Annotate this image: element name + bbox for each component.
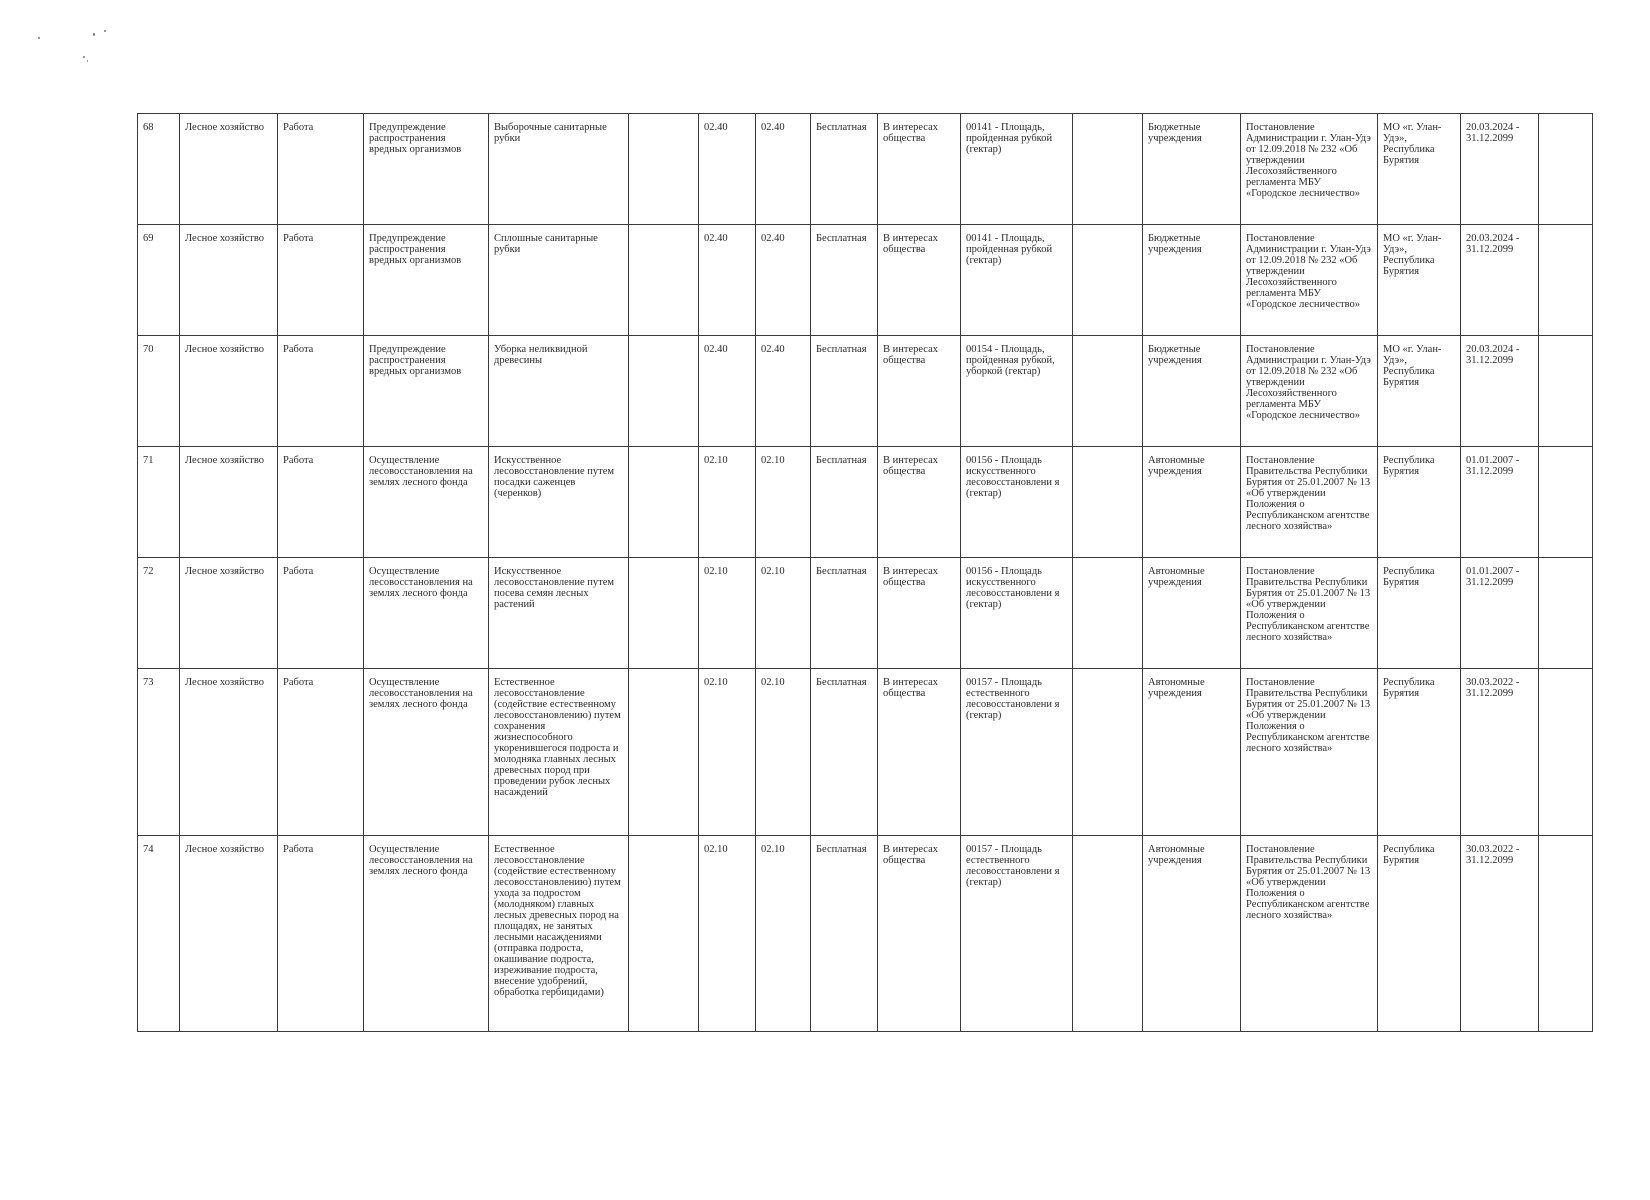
volume-indicator: 00156 - Площадь искусственного лесовосстановлени я (гектар): [961, 558, 1073, 669]
empty-cell: [1073, 114, 1143, 225]
table-row: [138, 225, 1593, 336]
validity-period: 20.03.2024 - 31.12.2099: [1461, 225, 1539, 336]
empty-cell: [1073, 669, 1143, 836]
service-name: Предупреждение распространения вредных организмов: [364, 114, 489, 225]
volume-indicator: 00157 - Площадь естественного лесовосстановлени я (гектар): [961, 669, 1073, 836]
institution-type: Автономные учреждения: [1143, 836, 1241, 1032]
validity-period: 30.03.2022 - 31.12.2099: [1461, 836, 1539, 1032]
service-content: Уборка неликвидной древесины: [489, 336, 629, 447]
interest-type: В интересах общества: [878, 836, 961, 1032]
empty-cell: [1539, 114, 1593, 225]
interest-type: В интересах общества: [878, 336, 961, 447]
interest-type: В интересах общества: [878, 225, 961, 336]
empty-cell: [1539, 836, 1593, 1032]
table-row: [138, 114, 1593, 225]
empty-cell: [1073, 447, 1143, 558]
volume-indicator: 00156 - Площадь искусственного лесовосстановлени я (гектар): [961, 447, 1073, 558]
service-kind: Работа: [278, 447, 364, 558]
payment-type: Бесплатная: [811, 336, 878, 447]
interest-type: В интересах общества: [878, 558, 961, 669]
volume-indicator: 00141 - Площадь, пройденная рубкой (гектар): [961, 114, 1073, 225]
payment-type: Бесплатная: [811, 669, 878, 836]
code-a: 02.40: [699, 114, 756, 225]
interest-type: В интересах общества: [878, 447, 961, 558]
row-number: 69: [138, 225, 180, 336]
institution-type: Автономные учреждения: [1143, 558, 1241, 669]
row-number: 72: [138, 558, 180, 669]
service-name: Осуществление лесовосстановления на землях лесного фонда: [364, 558, 489, 669]
service-name: Осуществление лесовосстановления на землях лесного фонда: [364, 669, 489, 836]
service-kind: Работа: [278, 836, 364, 1032]
table-row: [138, 669, 1593, 836]
legal-basis: Постановление Администрации г. Улан-Удэ от 12.09.2018 № 232 «Об утверждении Лесохозяйственного регламента МБУ «Городское лесничество»: [1241, 114, 1378, 225]
code-b: 02.10: [756, 558, 811, 669]
table-row: [138, 836, 1593, 1032]
interest-type: В интересах общества: [878, 669, 961, 836]
code-a: 02.10: [699, 447, 756, 558]
code-b: 02.40: [756, 114, 811, 225]
service-content: Искусственное лесовосстановление путем посева семян лесных растений: [489, 558, 629, 669]
table-row: [138, 447, 1593, 558]
empty-cell: [1539, 447, 1593, 558]
authority: МО «г. Улан-Удэ», Республика Бурятия: [1378, 225, 1461, 336]
service-kind: Работа: [278, 225, 364, 336]
code-b: 02.10: [756, 669, 811, 836]
table-row: [138, 558, 1593, 669]
empty-cell: [1073, 225, 1143, 336]
activity-sphere: Лесное хозяйство: [180, 836, 278, 1032]
activity-sphere: Лесное хозяйство: [180, 225, 278, 336]
service-content: Естественное лесовосстановление (содействие естественному лесовосстановлению) путем сохранения жизнеспособного укоренившегося подроста и молодняка главных лесных древесных пород при проведении рубок лесных насаждений: [489, 669, 629, 836]
empty-cell: [1073, 336, 1143, 447]
validity-period: 20.03.2024 - 31.12.2099: [1461, 114, 1539, 225]
validity-period: 30.03.2022 - 31.12.2099: [1461, 669, 1539, 836]
payment-type: Бесплатная: [811, 558, 878, 669]
row-number: 70: [138, 336, 180, 447]
code-b: 02.10: [756, 836, 811, 1032]
service-kind: Работа: [278, 114, 364, 225]
service-name: Осуществление лесовосстановления на землях лесного фонда: [364, 447, 489, 558]
activity-sphere: Лесное хозяйство: [180, 114, 278, 225]
volume-indicator: 00141 - Площадь, пройденная рубкой (гектар): [961, 225, 1073, 336]
row-number: 73: [138, 669, 180, 836]
payment-type: Бесплатная: [811, 114, 878, 225]
row-number: 74: [138, 836, 180, 1032]
authority: Республика Бурятия: [1378, 669, 1461, 836]
service-name: Предупреждение распространения вредных организмов: [364, 336, 489, 447]
empty-cell: [629, 114, 699, 225]
payment-type: Бесплатная: [811, 225, 878, 336]
service-kind: Работа: [278, 669, 364, 836]
service-content: Искусственное лесовосстановление путем посадки саженцев (черенков): [489, 447, 629, 558]
code-a: 02.10: [699, 836, 756, 1032]
code-b: 02.10: [756, 447, 811, 558]
empty-cell: [1539, 336, 1593, 447]
empty-cell: [1539, 558, 1593, 669]
activity-sphere: Лесное хозяйство: [180, 558, 278, 669]
service-content: Сплошные санитарные рубки: [489, 225, 629, 336]
payment-type: Бесплатная: [811, 447, 878, 558]
code-a: 02.40: [699, 225, 756, 336]
institution-type: Автономные учреждения: [1143, 669, 1241, 836]
code-b: 02.40: [756, 225, 811, 336]
code-a: 02.10: [699, 558, 756, 669]
validity-period: 01.01.2007 - 31.12.2099: [1461, 447, 1539, 558]
authority: Республика Бурятия: [1378, 447, 1461, 558]
authority: Республика Бурятия: [1378, 836, 1461, 1032]
validity-period: 01.01.2007 - 31.12.2099: [1461, 558, 1539, 669]
interest-type: В интересах общества: [878, 114, 961, 225]
empty-cell: [1539, 669, 1593, 836]
row-number: 68: [138, 114, 180, 225]
code-b: 02.40: [756, 336, 811, 447]
code-a: 02.40: [699, 336, 756, 447]
volume-indicator: 00157 - Площадь естественного лесовосстановлени я (гектар): [961, 836, 1073, 1032]
payment-type: Бесплатная: [811, 836, 878, 1032]
empty-cell: [629, 558, 699, 669]
legal-basis: Постановление Правительства Республики Бурятия от 25.01.2007 № 13 «Об утверждении Положения о Республиканском агентстве лесного хозяйства»: [1241, 447, 1378, 558]
authority: МО «г. Улан-Удэ», Республика Бурятия: [1378, 336, 1461, 447]
empty-cell: [1539, 225, 1593, 336]
authority: МО «г. Улан-Удэ», Республика Бурятия: [1378, 114, 1461, 225]
activity-sphere: Лесное хозяйство: [180, 336, 278, 447]
row-number: 71: [138, 447, 180, 558]
empty-cell: [629, 447, 699, 558]
registry-table: [137, 113, 1593, 1032]
validity-period: 20.03.2024 - 31.12.2099: [1461, 336, 1539, 447]
service-content: Естественное лесовосстановление (содействие естественному лесовосстановлению) путем ухода за подростом (молодняком) главных лесных древесных пород на площадях, не занятых лесными насаждениями (отправка подроста, окашивание подроста, изреживание подроста, внесение удобрений, обработка гербицидами): [489, 836, 629, 1032]
table-row: [138, 336, 1593, 447]
volume-indicator: 00154 - Площадь, пройденная рубкой, уборкой (гектар): [961, 336, 1073, 447]
legal-basis: Постановление Правительства Республики Бурятия от 25.01.2007 № 13 «Об утверждении Положения о Республиканском агентстве лесного хозяйства»: [1241, 836, 1378, 1032]
service-name: Предупреждение распространения вредных организмов: [364, 225, 489, 336]
scan-specks: [0, 0, 130, 80]
authority: Республика Бурятия: [1378, 558, 1461, 669]
empty-cell: [629, 669, 699, 836]
service-kind: Работа: [278, 336, 364, 447]
service-content: Выборочные санитарные рубки: [489, 114, 629, 225]
legal-basis: Постановление Администрации г. Улан-Удэ от 12.09.2018 № 232 «Об утверждении Лесохозяйственного регламента МБУ «Городское лесничество»: [1241, 336, 1378, 447]
code-a: 02.10: [699, 669, 756, 836]
empty-cell: [1073, 836, 1143, 1032]
empty-cell: [1073, 558, 1143, 669]
legal-basis: Постановление Правительства Республики Бурятия от 25.01.2007 № 13 «Об утверждении Положения о Республиканском агентстве лесного хозяйства»: [1241, 669, 1378, 836]
empty-cell: [629, 836, 699, 1032]
activity-sphere: Лесное хозяйство: [180, 447, 278, 558]
service-kind: Работа: [278, 558, 364, 669]
institution-type: Автономные учреждения: [1143, 447, 1241, 558]
institution-type: Бюджетные учреждения: [1143, 225, 1241, 336]
legal-basis: Постановление Правительства Республики Бурятия от 25.01.2007 № 13 «Об утверждении Положения о Республиканском агентстве лесного хозяйства»: [1241, 558, 1378, 669]
legal-basis: Постановление Администрации г. Улан-Удэ от 12.09.2018 № 232 «Об утверждении Лесохозяйственного регламента МБУ «Городское лесничество»: [1241, 225, 1378, 336]
empty-cell: [629, 225, 699, 336]
empty-cell: [629, 336, 699, 447]
activity-sphere: Лесное хозяйство: [180, 669, 278, 836]
institution-type: Бюджетные учреждения: [1143, 114, 1241, 225]
service-name: Осуществление лесовосстановления на землях лесного фонда: [364, 836, 489, 1032]
institution-type: Бюджетные учреждения: [1143, 336, 1241, 447]
